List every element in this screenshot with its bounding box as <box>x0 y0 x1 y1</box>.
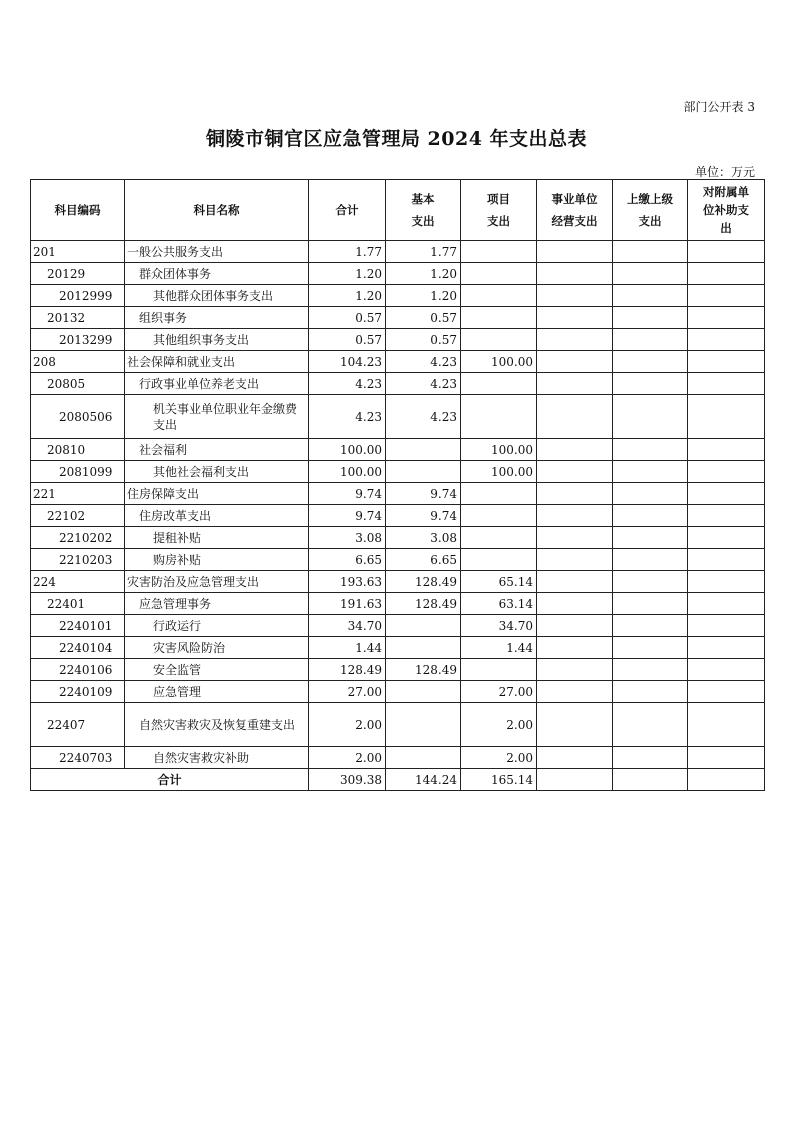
row-basic <box>386 615 461 637</box>
row-name: 住房改革支出 <box>125 505 309 527</box>
table-row <box>31 681 765 703</box>
row-higher <box>613 527 688 549</box>
header-project-line1: 项目 <box>487 192 510 206</box>
row-enterprise <box>537 703 613 747</box>
row-affiliated <box>688 263 765 285</box>
row-basic: 1.20 <box>386 285 461 307</box>
row-affiliated <box>688 307 765 329</box>
row-total: 6.65 <box>309 549 386 571</box>
header-name: 科目名称 <box>125 180 309 241</box>
row-basic: 3.08 <box>386 527 461 549</box>
row-higher <box>613 681 688 703</box>
unit-label: 单位：万元 <box>694 165 755 179</box>
row-basic <box>386 461 461 483</box>
row-total: 9.74 <box>309 483 386 505</box>
row-higher <box>613 747 688 769</box>
header-total: 合计 <box>309 180 386 241</box>
row-higher <box>613 285 688 307</box>
header-enterprise <box>537 180 613 241</box>
row-total: 3.08 <box>309 527 386 549</box>
row-basic: 0.57 <box>386 329 461 351</box>
row-name: 提租补贴 <box>125 527 309 549</box>
row-higher <box>613 549 688 571</box>
row-basic: 128.49 <box>386 593 461 615</box>
row-code: 20810 <box>31 439 125 461</box>
row-project <box>461 483 537 505</box>
total-higher <box>613 769 688 791</box>
total-enterprise <box>537 769 613 791</box>
row-name: 组织事务 <box>125 307 309 329</box>
row-total: 1.44 <box>309 637 386 659</box>
row-project <box>461 659 537 681</box>
row-name: 自然灾害救灾及恢复重建支出 <box>125 703 309 747</box>
header-basic-line1: 基本 <box>411 192 435 206</box>
total-row <box>31 769 765 791</box>
row-enterprise <box>537 549 613 571</box>
table-row <box>31 615 765 637</box>
row-code: 2240104 <box>31 637 125 659</box>
row-name: 机关事业单位职业年金缴费支出 <box>125 395 309 439</box>
row-affiliated <box>688 637 765 659</box>
row-code: 224 <box>31 571 125 593</box>
row-higher <box>613 483 688 505</box>
row-affiliated <box>688 593 765 615</box>
row-project: 65.14 <box>461 571 537 593</box>
row-affiliated <box>688 395 765 439</box>
row-higher <box>613 461 688 483</box>
row-higher <box>613 637 688 659</box>
row-code: 201 <box>31 241 125 263</box>
header-enterprise-line2: 经营支出 <box>551 214 598 228</box>
row-affiliated <box>688 329 765 351</box>
row-basic <box>386 703 461 747</box>
row-affiliated <box>688 747 765 769</box>
table-row <box>31 549 765 571</box>
row-project: 34.70 <box>461 615 537 637</box>
row-name: 群众团体事务 <box>125 263 309 285</box>
header-affiliated-line2: 位补助支 <box>703 203 749 217</box>
row-code: 221 <box>31 483 125 505</box>
row-name: 一般公共服务支出 <box>125 241 309 263</box>
row-name: 行政事业单位养老支出 <box>125 373 309 395</box>
row-total: 4.23 <box>309 395 386 439</box>
row-total: 2.00 <box>309 703 386 747</box>
row-basic: 9.74 <box>386 505 461 527</box>
row-enterprise <box>537 659 613 681</box>
row-code: 2210202 <box>31 527 125 549</box>
row-higher <box>613 395 688 439</box>
header-project-line2: 支出 <box>487 214 510 228</box>
row-name: 安全监管 <box>125 659 309 681</box>
row-higher <box>613 373 688 395</box>
row-basic: 4.23 <box>386 351 461 373</box>
row-name: 社会福利 <box>125 439 309 461</box>
row-project: 27.00 <box>461 681 537 703</box>
total-basic: 144.24 <box>386 769 461 791</box>
row-basic: 4.23 <box>386 395 461 439</box>
row-project: 1.44 <box>461 637 537 659</box>
row-project <box>461 263 537 285</box>
row-name: 其他组织事务支出 <box>125 329 309 351</box>
row-affiliated <box>688 703 765 747</box>
row-name: 其他社会福利支出 <box>125 461 309 483</box>
row-higher <box>613 241 688 263</box>
row-affiliated <box>688 571 765 593</box>
row-basic: 9.74 <box>386 483 461 505</box>
row-name: 行政运行 <box>125 615 309 637</box>
page-label: 部门公开表 3 <box>683 100 755 114</box>
row-project: 100.00 <box>461 351 537 373</box>
row-enterprise <box>537 329 613 351</box>
row-name: 应急管理 <box>125 681 309 703</box>
row-higher <box>613 329 688 351</box>
table-row <box>31 351 765 373</box>
row-higher <box>613 659 688 681</box>
row-basic <box>386 747 461 769</box>
table-row <box>31 373 765 395</box>
row-total: 27.00 <box>309 681 386 703</box>
row-project: 63.14 <box>461 593 537 615</box>
table-row <box>31 285 765 307</box>
row-basic: 128.49 <box>386 659 461 681</box>
table-body <box>31 241 765 769</box>
row-code: 2080506 <box>31 395 125 439</box>
row-affiliated <box>688 527 765 549</box>
row-enterprise <box>537 241 613 263</box>
row-enterprise <box>537 615 613 637</box>
row-total: 104.23 <box>309 351 386 373</box>
row-enterprise <box>537 593 613 615</box>
table-row <box>31 483 765 505</box>
row-enterprise <box>537 571 613 593</box>
row-higher <box>613 439 688 461</box>
table-row <box>31 439 765 461</box>
row-code: 22401 <box>31 593 125 615</box>
row-affiliated <box>688 241 765 263</box>
header-basic <box>386 180 461 241</box>
row-project: 2.00 <box>461 703 537 747</box>
row-code: 22102 <box>31 505 125 527</box>
header-enterprise-line1: 事业单位 <box>551 192 598 206</box>
table-row <box>31 461 765 483</box>
row-total: 193.63 <box>309 571 386 593</box>
row-enterprise <box>537 461 613 483</box>
row-higher <box>613 703 688 747</box>
row-project <box>461 549 537 571</box>
header-row <box>31 180 765 241</box>
row-name: 自然灾害救灾补助 <box>125 747 309 769</box>
row-enterprise <box>537 263 613 285</box>
row-project <box>461 329 537 351</box>
table-row <box>31 241 765 263</box>
row-higher <box>613 571 688 593</box>
total-label: 合计 <box>31 769 309 791</box>
header-code: 科目编码 <box>31 180 125 241</box>
row-total: 2.00 <box>309 747 386 769</box>
row-code: 2240109 <box>31 681 125 703</box>
row-total: 4.23 <box>309 373 386 395</box>
row-total: 100.00 <box>309 461 386 483</box>
row-project <box>461 527 537 549</box>
table-row <box>31 329 765 351</box>
row-code: 2013299 <box>31 329 125 351</box>
row-total: 0.57 <box>309 329 386 351</box>
table-row <box>31 263 765 285</box>
header-project <box>461 180 537 241</box>
row-basic <box>386 637 461 659</box>
row-total: 128.49 <box>309 659 386 681</box>
row-higher <box>613 307 688 329</box>
row-affiliated <box>688 505 765 527</box>
header-higher-line2: 支出 <box>638 214 662 228</box>
row-name: 社会保障和就业支出 <box>125 351 309 373</box>
row-enterprise <box>537 395 613 439</box>
table-row <box>31 527 765 549</box>
row-total: 100.00 <box>309 439 386 461</box>
table-row <box>31 747 765 769</box>
row-affiliated <box>688 483 765 505</box>
row-higher <box>613 263 688 285</box>
row-affiliated <box>688 351 765 373</box>
row-enterprise <box>537 373 613 395</box>
row-name: 灾害防治及应急管理支出 <box>125 571 309 593</box>
row-basic: 128.49 <box>386 571 461 593</box>
row-code: 2012999 <box>31 285 125 307</box>
row-total: 191.63 <box>309 593 386 615</box>
row-enterprise <box>537 747 613 769</box>
row-code: 2240101 <box>31 615 125 637</box>
row-enterprise <box>537 637 613 659</box>
row-enterprise <box>537 307 613 329</box>
row-code: 2081099 <box>31 461 125 483</box>
page-title: 铜陵市铜官区应急管理局 2024 年支出总表 <box>205 128 588 150</box>
table-row <box>31 571 765 593</box>
row-enterprise <box>537 351 613 373</box>
row-project: 100.00 <box>461 461 537 483</box>
row-project: 100.00 <box>461 439 537 461</box>
total-amount: 309.38 <box>309 769 386 791</box>
row-higher <box>613 615 688 637</box>
row-basic <box>386 439 461 461</box>
expenditure-table <box>30 179 765 791</box>
header-affiliated-line3: 出 <box>720 221 732 235</box>
row-project <box>461 307 537 329</box>
row-basic: 1.20 <box>386 263 461 285</box>
row-enterprise <box>537 505 613 527</box>
row-enterprise <box>537 285 613 307</box>
row-project <box>461 505 537 527</box>
row-code: 20129 <box>31 263 125 285</box>
row-project <box>461 373 537 395</box>
row-affiliated <box>688 439 765 461</box>
row-code: 2210203 <box>31 549 125 571</box>
row-total: 1.77 <box>309 241 386 263</box>
row-code: 22407 <box>31 703 125 747</box>
row-name: 应急管理事务 <box>125 593 309 615</box>
table-row <box>31 703 765 747</box>
row-basic: 6.65 <box>386 549 461 571</box>
row-affiliated <box>688 549 765 571</box>
row-basic: 1.77 <box>386 241 461 263</box>
row-code: 20132 <box>31 307 125 329</box>
row-affiliated <box>688 285 765 307</box>
row-name: 灾害风险防治 <box>125 637 309 659</box>
row-project <box>461 241 537 263</box>
row-code: 2240106 <box>31 659 125 681</box>
row-name: 购房补贴 <box>125 549 309 571</box>
row-higher <box>613 505 688 527</box>
total-affiliated <box>688 769 765 791</box>
total-project: 165.14 <box>461 769 537 791</box>
row-total: 1.20 <box>309 263 386 285</box>
row-basic <box>386 681 461 703</box>
row-code: 20805 <box>31 373 125 395</box>
row-project <box>461 285 537 307</box>
row-total: 1.20 <box>309 285 386 307</box>
row-project: 2.00 <box>461 747 537 769</box>
table-row <box>31 395 765 439</box>
header-affiliated-line1: 对附属单 <box>703 185 749 199</box>
table-row <box>31 659 765 681</box>
row-code: 208 <box>31 351 125 373</box>
row-project <box>461 395 537 439</box>
row-higher <box>613 351 688 373</box>
row-higher <box>613 593 688 615</box>
row-total: 9.74 <box>309 505 386 527</box>
header-affiliated <box>688 180 765 241</box>
row-affiliated <box>688 615 765 637</box>
row-affiliated <box>688 461 765 483</box>
row-total: 34.70 <box>309 615 386 637</box>
row-enterprise <box>537 483 613 505</box>
row-code: 2240703 <box>31 747 125 769</box>
row-affiliated <box>688 373 765 395</box>
row-basic: 0.57 <box>386 307 461 329</box>
row-affiliated <box>688 681 765 703</box>
row-basic: 4.23 <box>386 373 461 395</box>
table-row <box>31 593 765 615</box>
row-name: 住房保障支出 <box>125 483 309 505</box>
row-affiliated <box>688 659 765 681</box>
row-enterprise <box>537 681 613 703</box>
row-enterprise <box>537 439 613 461</box>
header-higher <box>613 180 688 241</box>
table-row <box>31 505 765 527</box>
row-name: 其他群众团体事务支出 <box>125 285 309 307</box>
header-basic-line2: 支出 <box>411 214 435 228</box>
row-enterprise <box>537 527 613 549</box>
table-row <box>31 307 765 329</box>
table-row <box>31 637 765 659</box>
header-higher-line1: 上缴上级 <box>627 192 673 206</box>
row-total: 0.57 <box>309 307 386 329</box>
